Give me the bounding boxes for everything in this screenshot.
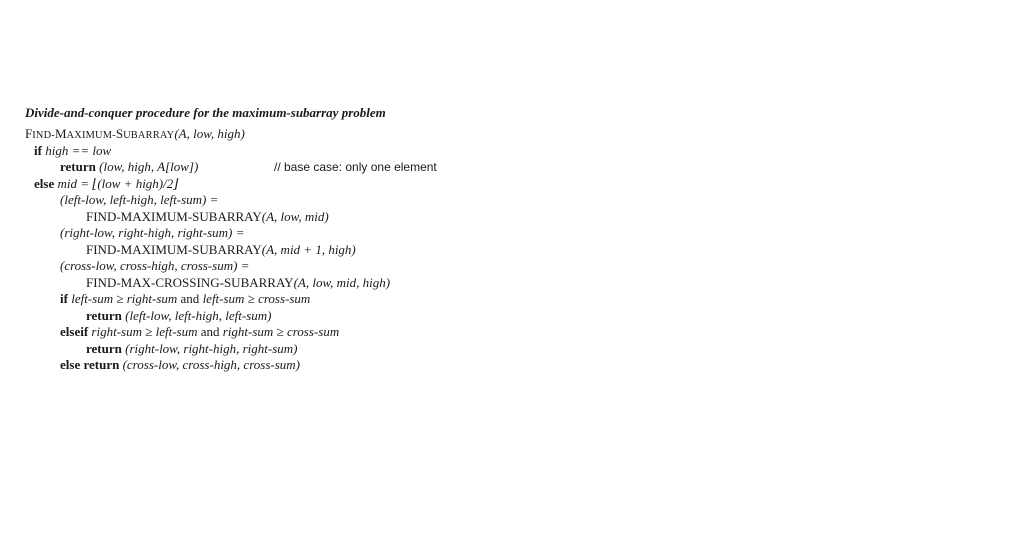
pseudocode-document bbox=[25, 104, 725, 374]
code-text: (right-low, right-high, right-sum) = bbox=[60, 225, 245, 240]
keyword-if: if bbox=[34, 142, 42, 158]
condition: left-sum ≥ right-sum bbox=[67, 291, 178, 306]
keyword-if: if bbox=[60, 291, 68, 306]
keyword-and: and bbox=[177, 291, 203, 306]
condition: right-sum ≥ cross-sum bbox=[222, 324, 340, 339]
condition: left-sum ≥ cross-sum bbox=[202, 291, 311, 306]
keyword-return: return bbox=[86, 307, 122, 323]
proc-name-ind: IND- bbox=[32, 130, 55, 141]
code-line-10 bbox=[25, 291, 725, 308]
keyword-and: and bbox=[197, 324, 223, 339]
code-line-5 bbox=[25, 209, 725, 226]
code-comment: // base case: only one element bbox=[274, 160, 437, 174]
code-line-13 bbox=[25, 341, 725, 358]
code-line-7 bbox=[25, 242, 725, 259]
procedure-call: FIND-MAX-CROSSING-SUBARRAY bbox=[86, 274, 294, 290]
code-line-9 bbox=[25, 275, 725, 292]
code-text: high == low bbox=[41, 142, 112, 158]
condition: right-sum ≥ left-sum bbox=[88, 324, 198, 339]
code-text: (left-low, left-high, left-sum) = bbox=[60, 192, 219, 207]
procedure-header bbox=[25, 126, 725, 143]
code-line-11 bbox=[25, 308, 725, 325]
code-text: (right-low, right-high, right-sum) bbox=[121, 340, 298, 356]
keyword-return: return bbox=[60, 159, 96, 174]
procedure-call: FIND-MAXIMUM-SUBARRAY bbox=[86, 241, 262, 257]
keyword-elseif: elseif bbox=[60, 324, 89, 339]
code-line-12 bbox=[25, 324, 725, 341]
proc-name-m: M bbox=[54, 126, 67, 141]
call-args: (A, low, mid, high) bbox=[293, 274, 391, 290]
proc-name-s: S bbox=[115, 126, 124, 141]
call-args: (A, low, mid) bbox=[261, 208, 329, 224]
code-line-6 bbox=[25, 225, 725, 242]
proc-name-f: F bbox=[25, 126, 33, 141]
proc-params: (A, low, high) bbox=[174, 126, 245, 141]
code-text: (left-low, left-high, left-sum) bbox=[121, 307, 272, 323]
keyword-return: return bbox=[86, 340, 122, 356]
proc-name-ubarray: UBARRAY bbox=[123, 130, 175, 141]
call-args: (A, mid + 1, high) bbox=[261, 241, 356, 257]
code-text: (cross-low, cross-high, cross-sum) = bbox=[60, 258, 250, 273]
code-text: (cross-low, cross-high, cross-sum) bbox=[119, 357, 300, 372]
keyword-else: else bbox=[34, 175, 55, 191]
code-text: mid = ⌊(low + high)/2⌋ bbox=[54, 175, 179, 191]
keyword-else-return: else return bbox=[60, 357, 120, 372]
code-line-2 bbox=[25, 159, 725, 176]
document-title: Divide-and-conquer procedure for the maximum-subarray problem bbox=[25, 105, 386, 120]
procedure-call: FIND-MAXIMUM-SUBARRAY bbox=[86, 208, 262, 224]
code-line-14 bbox=[25, 357, 725, 374]
code-line-4 bbox=[25, 192, 725, 209]
code-line-1 bbox=[25, 143, 725, 160]
code-line-3 bbox=[25, 176, 725, 193]
code-line-8 bbox=[25, 258, 725, 275]
code-text: (low, high, A[low]) bbox=[95, 159, 199, 174]
proc-name-aximum: AXIMUM- bbox=[66, 130, 116, 141]
